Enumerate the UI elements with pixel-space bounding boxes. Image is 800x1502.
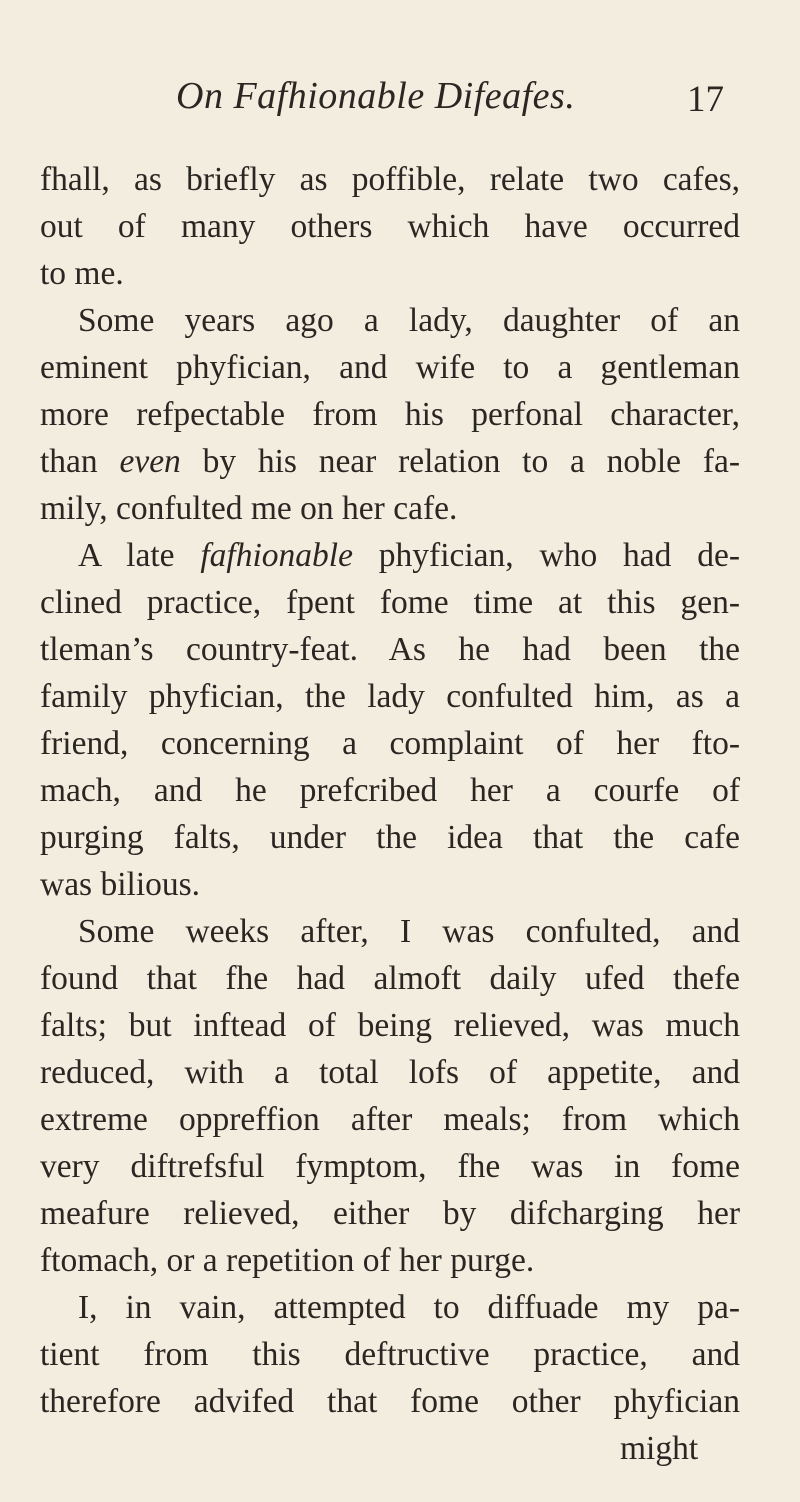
text-line: therefore advifed that fome other phyfician	[40, 1383, 740, 1420]
running-title: On Fafhionable Difeafes.	[176, 75, 576, 117]
text-line: fhall, as briefly as poffible, relate two cafes,	[40, 161, 740, 198]
text-line: than even by his near relation to a noble fa-	[40, 443, 740, 480]
text-line: very diftrefsful fymptom, fhe was in fome	[40, 1148, 740, 1185]
text-line: clined practice, fpent fome time at this gen-	[40, 584, 740, 621]
page-number: 17	[687, 79, 724, 120]
text-line: eminent phyfician, and wife to a gentleman	[40, 349, 740, 386]
text-line: A late fafhionable phyfician, who had de-	[78, 537, 740, 574]
text-line: out of many others which have occurred	[40, 208, 740, 245]
text-line: reduced, with a total lofs of appetite, and	[40, 1054, 740, 1091]
text-line: extreme oppreffion after meals; from which	[40, 1101, 740, 1138]
text-line: meafure relieved, either by difcharging her	[40, 1195, 740, 1232]
text-line: friend, concerning a complaint of her fto-	[40, 725, 740, 762]
italic-word: fafhionable	[200, 537, 353, 574]
text-line: might	[620, 1430, 699, 1467]
text-line: Some years ago a lady, daughter of an	[78, 302, 740, 339]
italic-word: even	[119, 443, 181, 480]
text-line: I, in vain, attempted to diffuade my pa-	[78, 1289, 740, 1326]
text-line: tleman’s country-feat. As he had been the	[40, 631, 740, 668]
text-line: tient from this deftructive practice, and	[40, 1336, 740, 1373]
text-line: mily, confulted me on her cafe.	[40, 490, 458, 527]
page-header	[0, 68, 800, 128]
text-line: was bilious.	[40, 866, 201, 903]
text-line: Some weeks after, I was confulted, and	[78, 913, 740, 950]
text-line: mach, and he prefcribed her a courfe of	[40, 772, 740, 809]
text-line: ftomach, or a repetition of her purge.	[40, 1242, 535, 1279]
text-line: family phyfician, the lady confulted him, as a	[40, 678, 740, 715]
text-line: to me.	[40, 255, 124, 292]
text-line: found that fhe had almoft daily ufed thefe	[40, 960, 740, 997]
text-line: purging falts, under the idea that the cafe	[40, 819, 740, 856]
text-line: more refpectable from his perfonal character,	[40, 396, 740, 433]
text-line: falts; but inftead of being relieved, was much	[40, 1007, 740, 1044]
